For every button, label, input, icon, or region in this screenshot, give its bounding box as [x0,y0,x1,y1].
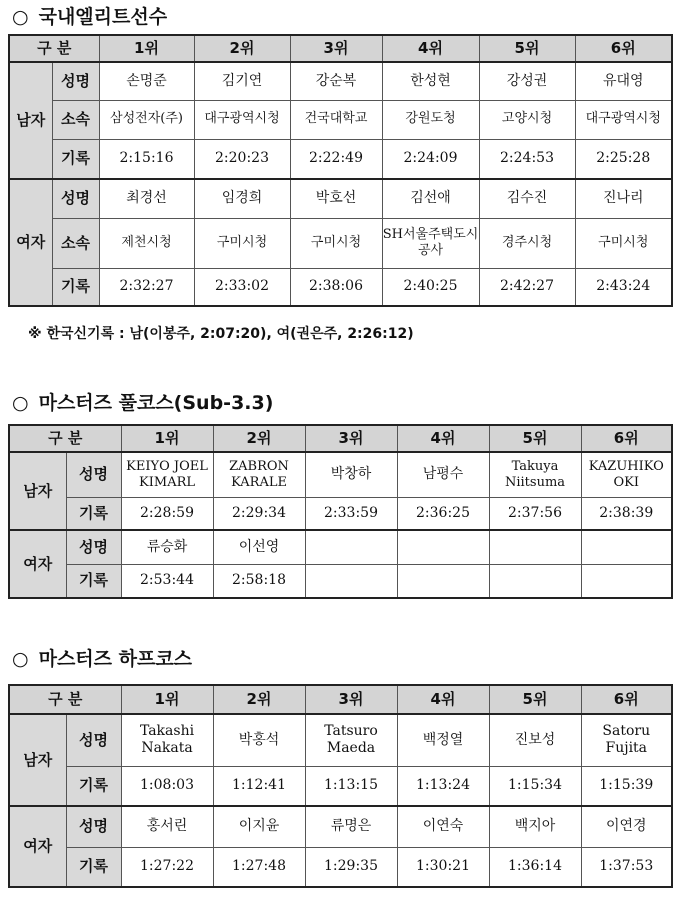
table-cell: 삼성전자(주) [99,100,194,139]
table-cell: 대구광역시청 [194,100,290,139]
table-cell: 이연경 [581,806,672,847]
gender-cell: 여자 [9,806,66,887]
table-cell: Takuya Niitsuma [489,452,581,497]
row-label: 성명 [66,806,121,847]
header-category: 구 분 [9,35,99,62]
table-cell [581,564,672,598]
table-cell: 건국대학교 [290,100,382,139]
section-title-elite [12,2,167,29]
table-cell [489,564,581,598]
table-cell: 백지아 [489,806,581,847]
table-row [9,179,672,218]
table-cell: 2:25:28 [575,139,672,179]
header-rank: 5위 [489,425,581,452]
table-cell: 2:38:06 [290,268,382,306]
table-row [9,62,672,100]
table-cell: 경주시청 [479,218,575,268]
header-rank: 2위 [213,425,305,452]
table-cell: 2:36:25 [397,497,489,530]
table-cell: 1:27:22 [121,847,213,887]
header-rank: 6위 [581,685,672,714]
table-cell: 1:12:41 [213,766,305,806]
table-row [9,452,672,497]
table-cell: 류명은 [305,806,397,847]
header-row [9,425,672,452]
table-cell: 고양시청 [479,100,575,139]
section-title-masters-half [12,644,192,671]
header-rank: 2위 [213,685,305,714]
header-rank: 5위 [489,685,581,714]
table-cell: 임경희 [194,179,290,218]
table-row [9,497,672,530]
header-rank: 3위 [290,35,382,62]
masters-half-results-table [8,684,673,888]
table-cell: 박홍석 [213,714,305,766]
table-cell: Satoru Fujita [581,714,672,766]
section-marker: ○ [12,392,29,414]
korean-record-note: ※ 한국신기록 : 남(이봉주, 2:07:20), 여(권은주, 2:26:12) [28,326,414,342]
table-cell [305,530,397,564]
table-cell: 1:37:53 [581,847,672,887]
row-label: 기록 [66,564,121,598]
table-row [9,847,672,887]
table-cell: 박창하 [305,452,397,497]
table-cell: 구미시청 [575,218,672,268]
table-row [9,100,672,139]
table-cell: ZABRON KARALE [213,452,305,497]
table-cell: 2:29:34 [213,497,305,530]
table-cell: Takashi Nakata [121,714,213,766]
table-cell [305,564,397,598]
table-cell [397,564,489,598]
table-cell: 류승화 [121,530,213,564]
table-cell: 1:29:35 [305,847,397,887]
header-rank: 5위 [479,35,575,62]
table-cell: 제천시청 [99,218,194,268]
header-rank: 4위 [382,35,479,62]
header-rank: 6위 [575,35,672,62]
table-cell: 1:08:03 [121,766,213,806]
table-row [9,564,672,598]
table-cell: 이지윤 [213,806,305,847]
row-label: 기록 [52,139,99,179]
table-cell: 2:15:16 [99,139,194,179]
table-cell: 박호선 [290,179,382,218]
table-cell: SH서울주택도시공사 [382,218,479,268]
table-cell: 대구광역시청 [575,100,672,139]
table-cell: 2:33:02 [194,268,290,306]
section-title-text: 마스터즈 하프코스 [38,648,193,670]
header-rank: 1위 [121,425,213,452]
row-label: 기록 [52,268,99,306]
header-rank: 6위 [581,425,672,452]
table-cell: 2:24:09 [382,139,479,179]
table-cell: KEIYO JOEL KIMARL [121,452,213,497]
row-label: 소속 [52,100,99,139]
table-cell: 이연숙 [397,806,489,847]
masters-full-results-table [8,424,673,599]
table-cell: 강성권 [479,62,575,100]
section-title-text: 국내엘리트선수 [38,6,168,28]
table-cell: 진보성 [489,714,581,766]
section-marker: ○ [12,6,29,28]
table-cell: KAZUHIKO OKI [581,452,672,497]
table-cell: 한성현 [382,62,479,100]
row-label: 기록 [66,497,121,530]
table-cell: 홍서린 [121,806,213,847]
header-category: 구 분 [9,685,121,714]
gender-cell: 여자 [9,179,52,306]
table-cell: 2:53:44 [121,564,213,598]
table-cell: 2:58:18 [213,564,305,598]
table-cell: 1:36:14 [489,847,581,887]
table-row [9,218,672,268]
table-cell: 1:15:39 [581,766,672,806]
table-row [9,714,672,766]
table-cell: 2:42:27 [479,268,575,306]
table-cell: 손명준 [99,62,194,100]
table-cell: 2:32:27 [99,268,194,306]
row-label: 성명 [52,62,99,100]
row-label: 성명 [52,179,99,218]
section-title-masters-full [12,388,273,415]
header-rank: 1위 [121,685,213,714]
row-label: 성명 [66,530,121,564]
table-cell: 2:24:53 [479,139,575,179]
table-cell: 김수진 [479,179,575,218]
table-cell: 구미시청 [194,218,290,268]
header-row [9,35,672,62]
table-cell: 백정열 [397,714,489,766]
table-cell: Tatsuro Maeda [305,714,397,766]
table-row [9,806,672,847]
table-cell: 2:40:25 [382,268,479,306]
header-rank: 3위 [305,425,397,452]
table-cell: 최경선 [99,179,194,218]
table-cell: 1:13:15 [305,766,397,806]
table-row [9,268,672,306]
table-cell: 김기연 [194,62,290,100]
gender-cell: 남자 [9,714,66,806]
header-row [9,685,672,714]
table-row [9,139,672,179]
table-cell: 김선애 [382,179,479,218]
header-rank: 2위 [194,35,290,62]
table-cell: 2:28:59 [121,497,213,530]
table-cell: 1:30:21 [397,847,489,887]
table-row [9,766,672,806]
table-cell: 1:13:24 [397,766,489,806]
table-cell: 2:38:39 [581,497,672,530]
table-cell: 구미시청 [290,218,382,268]
table-cell: 강순복 [290,62,382,100]
table-cell: 2:37:56 [489,497,581,530]
header-rank: 3위 [305,685,397,714]
section-title-text: 마스터즈 풀코스(Sub-3.3) [38,392,274,414]
row-label: 성명 [66,714,121,766]
header-rank: 4위 [397,425,489,452]
table-cell: 유대영 [575,62,672,100]
table-cell: 1:27:48 [213,847,305,887]
section-marker: ○ [12,648,29,670]
table-cell: 2:43:24 [575,268,672,306]
table-cell: 이선영 [213,530,305,564]
table-cell: 1:15:34 [489,766,581,806]
gender-cell: 남자 [9,62,52,179]
header-category: 구 분 [9,425,121,452]
elite-results-table [8,34,673,307]
row-label: 성명 [66,452,121,497]
table-cell [397,530,489,564]
table-cell [581,530,672,564]
header-rank: 4위 [397,685,489,714]
table-cell: 2:22:49 [290,139,382,179]
table-row [9,530,672,564]
header-rank: 1위 [99,35,194,62]
gender-cell: 여자 [9,530,66,598]
row-label: 기록 [66,847,121,887]
table-cell: 남평수 [397,452,489,497]
table-cell: 강원도청 [382,100,479,139]
row-label: 기록 [66,766,121,806]
table-cell: 2:33:59 [305,497,397,530]
table-cell: 진나리 [575,179,672,218]
table-cell [489,530,581,564]
row-label: 소속 [52,218,99,268]
gender-cell: 남자 [9,452,66,530]
table-cell: 2:20:23 [194,139,290,179]
